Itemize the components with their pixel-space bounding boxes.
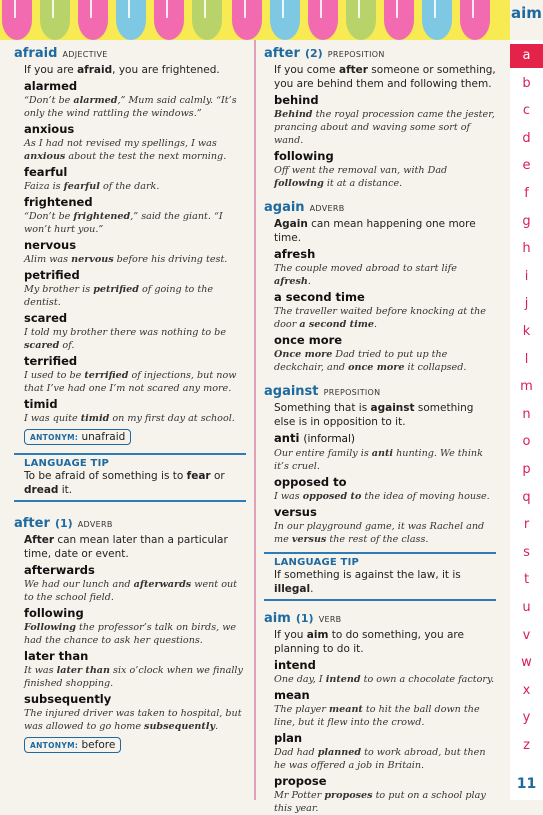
sense-number: (1) (54, 517, 73, 530)
example-sentence: The injured driver was taken to hospital, but was allowed to go home subsequently. (24, 708, 242, 732)
entry-again (264, 198, 496, 217)
example-sentence: Alim was nervous before his driving test. (24, 254, 228, 265)
example-sentence: Our entire family is anti hunting. We think it’s cruel. (274, 448, 483, 472)
example-sentence: The traveller waited before knocking at the door a second time. (274, 306, 486, 330)
example-sentence: We had our lunch and afterwards went out to the school field. (24, 579, 238, 603)
synonym-word: intend (274, 658, 316, 672)
synonym-word: petrified (24, 268, 80, 282)
alphabet-tab-t[interactable]: t (523, 572, 530, 588)
alphabet-tab-v[interactable]: v (522, 627, 531, 643)
synonym-word: timid (24, 397, 58, 411)
entry-afraid (14, 44, 246, 63)
synonym-word: subsequently (24, 692, 112, 706)
antonym-box (24, 737, 121, 753)
language-tip (14, 453, 246, 502)
synonym-word: propose (274, 774, 327, 788)
antonym-label: ANTONYM: (30, 741, 79, 750)
example-sentence: I was opposed to the idea of moving house. (274, 491, 490, 502)
synonym-word: frightened (24, 195, 93, 209)
example-sentence: Off went the removal van, with Dad following it at a distance. (274, 165, 448, 189)
example-sentence: “Don’t be frightened,” said the giant. “I won’t hurt you.” (24, 211, 223, 235)
synonym-word: later than (24, 649, 89, 663)
language-tip-text: To be afraid of something is to fear or dread it. (24, 470, 225, 496)
synonym-word: alarmed (24, 79, 78, 93)
entry-aim-1 (264, 609, 496, 628)
synonym-word: anti (informal) (274, 431, 356, 445)
headword: aim (264, 611, 291, 626)
antonym-word: before (81, 739, 116, 751)
example-sentence: Dad had planned to work abroad, but then he was offered a job in Britain. (274, 747, 486, 771)
antonym-box (24, 429, 131, 445)
alphabet-tab-w[interactable]: w (521, 655, 532, 671)
alphabet-tab-e[interactable]: e (522, 158, 531, 174)
example-sentence: In our playground game, it was Rachel and me versus the rest of the class. (274, 521, 485, 545)
alphabet-index (510, 40, 543, 800)
alphabet-tab-h[interactable]: h (522, 241, 531, 257)
language-tip (264, 552, 496, 601)
headword: afraid (14, 46, 58, 61)
alphabet-tab-k[interactable]: k (522, 324, 531, 339)
alphabet-tab-m[interactable]: m (520, 379, 533, 395)
part-of-speech: PREPOSITION (327, 50, 385, 59)
pencil-banner (0, 0, 510, 40)
alphabet-tab-p[interactable]: p (522, 462, 531, 477)
language-tip-title: LANGUAGE TIP (24, 458, 110, 469)
example-sentence: I used to be terrified of injections, but now that I’ve had one I’m not scared any more. (24, 370, 237, 394)
pencil-decoration (192, 0, 222, 40)
alphabet-tab-c[interactable]: c (522, 103, 531, 119)
antonym-label: ANTONYM: (30, 433, 79, 442)
example-sentence: As I had not revised my spellings, I was anxious about the test the next morning. (24, 138, 227, 162)
example-sentence: The couple moved abroad to start life afresh. (274, 263, 457, 287)
part-of-speech: PREPOSITION (323, 388, 381, 397)
synonym-list (264, 247, 496, 374)
pencil-decoration (346, 0, 376, 40)
synonym-word: plan (274, 731, 303, 745)
pencil-decoration (116, 0, 146, 40)
language-tip-title: LANGUAGE TIP (274, 557, 360, 568)
alphabet-tab-l[interactable]: l (524, 351, 529, 367)
pencil-decoration (154, 0, 184, 40)
headword: against (264, 384, 319, 399)
synonym-word: terrified (24, 354, 78, 368)
entry-against (264, 382, 496, 401)
part-of-speech: ADVERB (309, 204, 345, 213)
synonym-word: a second time (274, 290, 365, 304)
synonym-word: mean (274, 688, 310, 702)
pencil-decoration (78, 0, 108, 40)
example-sentence: Following the professor’s talk on birds, we had the chance to ask her questions. (24, 622, 237, 646)
example-sentence: I was quite timid on my first day at school. (24, 413, 235, 424)
example-sentence: One day, I intend to own a chocolate factory. (274, 674, 495, 685)
column-divider (254, 40, 256, 800)
alphabet-tab-a[interactable]: a (510, 44, 543, 68)
example-sentence: It was later than six o’clock when we finally finished shopping. (24, 665, 243, 689)
definition: Again can mean happening one more time. (274, 218, 476, 244)
alphabet-tab-s[interactable]: s (523, 544, 530, 560)
headword: after (264, 46, 300, 61)
definition: Something that is against something else is in opposition to it. (274, 402, 474, 428)
pencil-decoration (460, 0, 490, 40)
definition: If you aim to do something, you are planning to do it. (274, 629, 464, 655)
pencil-decoration (308, 0, 338, 40)
example-sentence: “Don’t be alarmed,” Mum said calmly. “It’s only the wind rattling the windows.” (24, 95, 237, 119)
pencil-decoration (40, 0, 70, 40)
example-sentence: Mr Potter proposes to put on a school play this year. (274, 790, 486, 814)
example-sentence: My brother is petrified of going to the dentist. (24, 284, 214, 308)
alphabet-tab-x[interactable]: x (522, 682, 531, 698)
synonym-word: afresh (274, 247, 316, 261)
example-sentence: I told my brother there was nothing to be scared of. (24, 327, 227, 351)
alphabet-tab-n[interactable]: n (522, 406, 531, 422)
headword: after (14, 516, 50, 531)
pencil-decoration (232, 0, 262, 40)
example-sentence: Faiza is fearful of the dark. (24, 181, 160, 192)
pencil-decoration (2, 0, 32, 40)
part-of-speech: ADVERB (77, 520, 113, 529)
synonym-word: anxious (24, 122, 75, 136)
headword: again (264, 200, 305, 215)
alphabet-tab-d[interactable]: d (522, 130, 531, 146)
synonym-word: fearful (24, 165, 68, 179)
usage-note: (informal) (303, 433, 356, 445)
sense-number: (1) (295, 612, 314, 625)
right-column (264, 40, 496, 814)
alphabet-tab-y[interactable]: y (522, 710, 531, 726)
synonym-list (264, 431, 496, 546)
synonym-word: behind (274, 93, 319, 107)
pencil-decoration (422, 0, 452, 40)
running-head: aim (511, 4, 542, 22)
synonym-word: opposed to (274, 475, 347, 489)
definition: If you come after someone or something, you are behind them and following them. (274, 64, 496, 90)
synonym-word: following (274, 149, 334, 163)
part-of-speech: ADJECTIVE (62, 50, 108, 59)
alphabet-tab-f[interactable]: f (524, 186, 529, 201)
definition: If you are afraid, you are frightened. (24, 64, 220, 76)
alphabet-tab-z[interactable]: z (523, 738, 530, 753)
synonym-word: scared (24, 311, 68, 325)
alphabet-tab-j[interactable]: j (524, 296, 529, 312)
synonym-list (264, 658, 496, 815)
synonym-word: following (24, 606, 84, 620)
page-number: 11 (516, 776, 537, 792)
sense-number: (2) (304, 47, 323, 60)
synonym-list (14, 79, 246, 425)
alphabet-tab-g[interactable]: g (522, 213, 531, 229)
pencil-decoration (384, 0, 414, 40)
example-sentence: The player meant to hit the ball down the line, but it flew into the crowd. (274, 704, 480, 728)
alphabet-tab-o[interactable]: o (522, 434, 531, 450)
definition: After can mean later than a particular time, date or event. (24, 534, 228, 560)
synonym-word: versus (274, 505, 317, 519)
synonym-list (14, 563, 246, 733)
pencil-decoration (270, 0, 300, 40)
example-sentence: Behind the royal procession came the jester, prancing about and waving some sort of wand. (274, 109, 495, 146)
alphabet-tab-u[interactable]: u (522, 600, 531, 615)
entry-after-1 (14, 514, 246, 533)
alphabet-tab-q[interactable]: q (522, 489, 531, 505)
language-tip-text: If something is against the law, it is illegal. (274, 569, 461, 595)
left-column (14, 40, 246, 800)
synonym-list (264, 93, 496, 190)
alphabet-tab-i[interactable]: i (524, 268, 529, 284)
alphabet-tab-b[interactable]: b (522, 75, 531, 91)
example-sentence: Once more Dad tried to put up the deckchair, and once more it collapsed. (274, 349, 467, 373)
synonym-word: nervous (24, 238, 77, 252)
synonym-word: once more (274, 333, 343, 347)
part-of-speech: VERB (318, 615, 342, 624)
antonym-word: unafraid (81, 431, 126, 443)
entry-after-2 (264, 44, 496, 63)
alphabet-tab-r[interactable]: r (523, 517, 530, 533)
synonym-word: afterwards (24, 563, 95, 577)
